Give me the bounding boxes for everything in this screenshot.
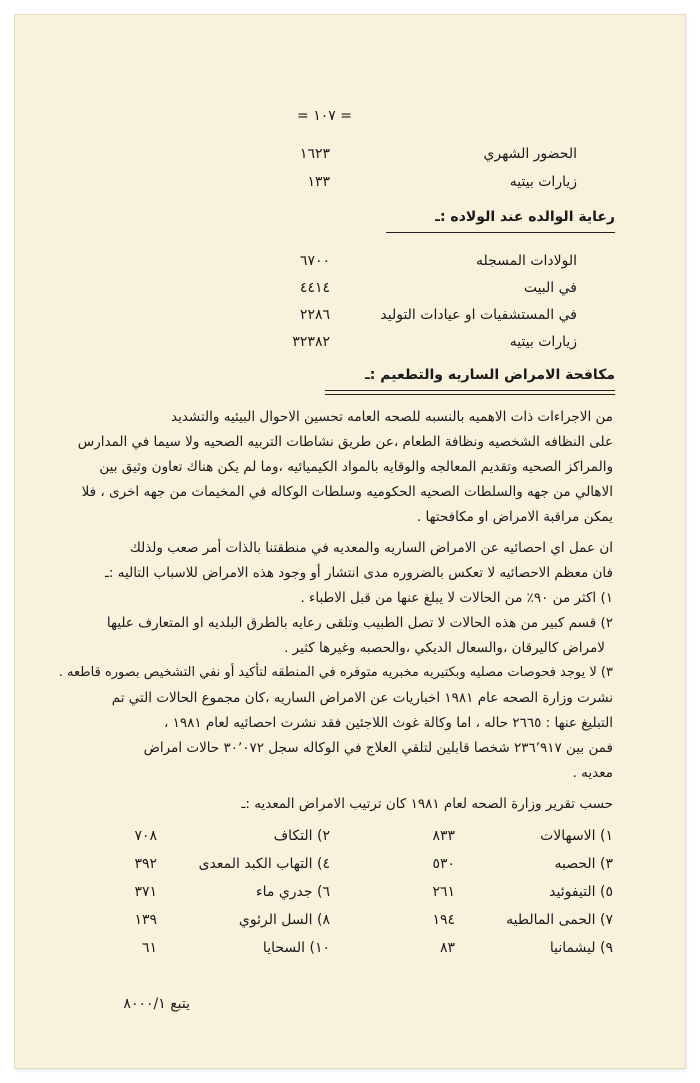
birth-stat-value-registered: ٦٧٠٠ [299,253,330,269]
stat-label-home-visits: زيارات بيتيه [509,174,577,190]
para3-line-2: التبليغ عنها : ٢٦٦٥ حاله ، اما وكالة غوث اللاجئين فقد نشرت احصائيه لعام ١٩٨١ ، [163,715,613,731]
heading-double-underline-2 [325,394,615,395]
birth-stat-label-home: في البيت [523,280,577,296]
disease-name-6: ٦) جدري ماء [256,884,330,900]
disease-count-7: ١٩٤ [432,912,455,928]
para3-line-1: نشرت وزارة الصحه عام ١٩٨١ اخباريات عن الامراض الساريه ،كان مجموع الحالات التي تم [111,690,613,706]
reason-2: ٢) قسم كبير من هذه الحالات لا تصل الطبيب وتلقى رعايه بالطرق البلديه او المتعارف عليها [106,615,613,631]
disease-name-10: ١٠) السحايا [262,940,330,956]
para1-line-5: يمكن مراقبة الامراض او مكافحتها . [416,509,613,525]
stat-value-monthly-attendance: ١٦٢٣ [299,146,330,162]
para2-line-1: ان عمل اي احصائيه عن الامراض الساريه والمعديه في منطقتنا بالذات أمر صعب ولذلك [129,540,613,556]
para2-line-2: فان معظم الاحصائيه لا تعكس بالضروره مدى انتشار أو وجود هذه الامراض للاسباب التاليه :ـ [104,565,613,581]
stat-value-home-visits: ١٣٣ [307,174,330,190]
birth-stat-value-hospital: ٢٢٨٦ [299,307,330,323]
disease-count-10: ٦١ [141,940,157,956]
page-marker: = ١٠٧ = [297,108,352,124]
disease-count-4: ٣٩٢ [134,856,157,872]
para3-line-3: فمن بين ٢٣٦٬٩١٧ شخصا قابلين لتلقي العلاج في الوكاله سجل ٣٠٬٠٧٢ حالات امراض [143,740,613,756]
para1-line-4: الاهالي من جهه والسلطات الصحيه الحكوميه وسلطات الوكاله في المخيمات من جهه اخرى ، فلا [81,484,613,500]
disease-count-2: ٧٠٨ [134,828,157,844]
para1-line-1: من الاجراءات ذات الاهميه بالنسبه للصحه العامه تحسين الاحوال البيئيه والتشديد [170,409,613,425]
para1-line-3: والمراكز الصحيه وتقديم المعالجه والوقايه بالمواد الكيميائيه ،وما لم يكن هناك تعاون وثيق بين [99,459,613,475]
disease-count-3: ٥٣٠ [432,856,455,872]
heading-underline [386,232,615,233]
birth-stat-value-home-visits: ٣٢٣٨٢ [292,334,330,350]
birth-stat-label-home-visits: زيارات بيتيه [509,334,577,350]
birth-care-heading: رعاية الوالده عند الولاده :ـ [435,209,615,225]
birth-stat-label-hospital: في المستشفيات او عيادات التوليد [380,307,577,323]
disease-name-3: ٣) الحصبه [554,856,613,872]
disease-count-5: ٢٦١ [432,884,455,900]
disease-name-7: ٧) الحمى المالطيه [506,912,613,928]
continued-footer: يتبع ٨٠٠٠/١ [123,996,190,1012]
ranking-intro: حسب تقرير وزارة الصحه لعام ١٩٨١ كان ترتيب الامراض المعديه :ـ [241,796,613,812]
disease-heading: مكافحة الامراض الساريه والتطعيم :ـ [365,367,615,383]
birth-stat-label-registered: الولادات المسجله [475,253,577,269]
reason-2-cont: لامراض كاليرقان ،والسعال الديكي ،والحصبه وغيرها كثير . [284,640,605,656]
disease-name-4: ٤) التهاب الكبد المعدى [198,856,330,872]
reason-1: ١) اكثر من ٩٠٪ من الحالات لا يبلغ عنها من قبل الاطباء . [300,590,613,606]
disease-name-8: ٨) السل الرئوي [238,912,330,928]
disease-count-8: ١٣٩ [134,912,157,928]
para3-line-4: معديه . [572,765,613,781]
disease-name-5: ٥) التيفوئيد [549,884,613,900]
para1-line-2: على النظافه الشخصيه ونظافة الطعام ،عن طريق نشاطات التربيه الصحيه ولا سيما في المدارس [77,434,613,450]
disease-count-6: ٣٧١ [134,884,157,900]
stat-label-monthly-attendance: الحضور الشهري [483,146,577,162]
birth-stat-value-home: ٤٤١٤ [299,280,330,296]
disease-count-9: ٨٣ [439,940,455,956]
disease-name-2: ٢) التكاف [273,828,330,844]
reason-3: ٣) لا يوجد فحوصات مصليه وبكتيريه مخبريه متوفره في المنطقه لتأكيد أو نفي التشخيص بصوره قاطعه . [58,665,613,680]
disease-name-9: ٩) ليشمانيا [549,940,613,956]
disease-count-1: ٨٣٣ [432,828,455,844]
document-page [15,15,685,1068]
disease-name-1: ١) الاسهالات [540,828,613,844]
heading-double-underline-1 [325,390,615,391]
